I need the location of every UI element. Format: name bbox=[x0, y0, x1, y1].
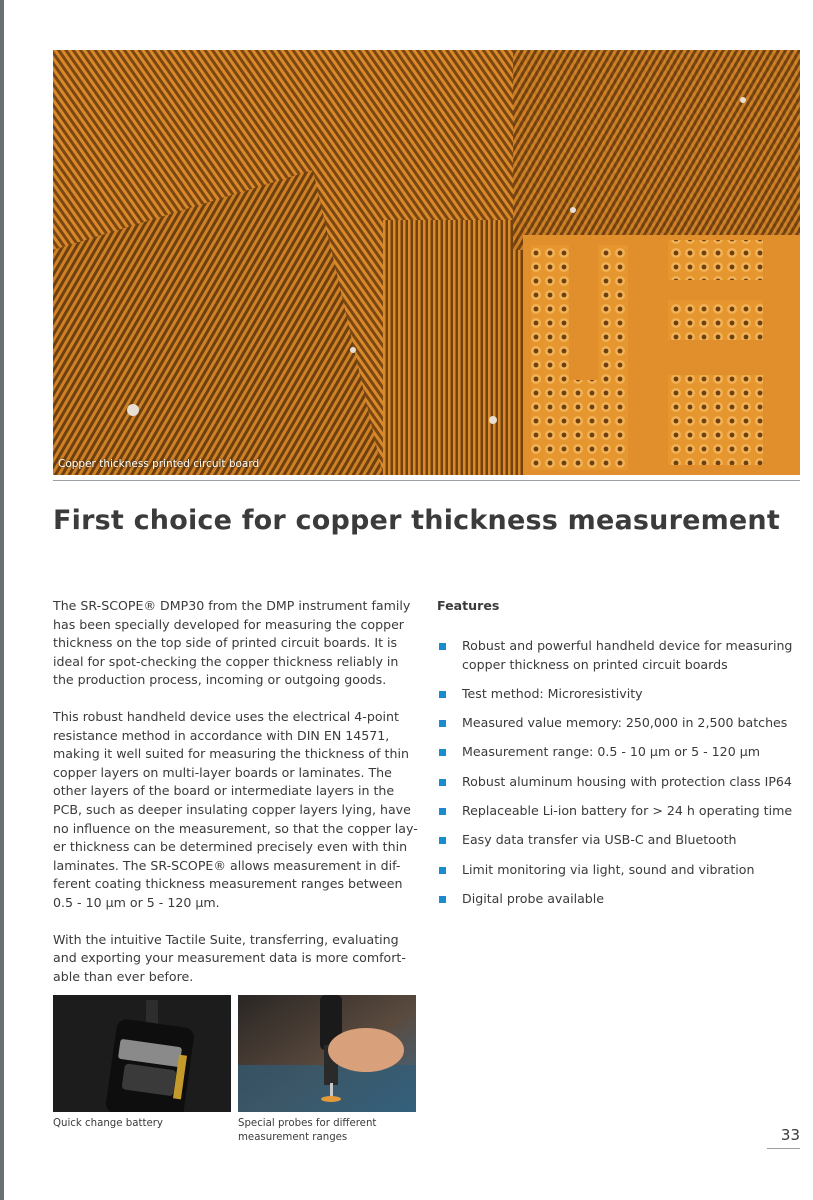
feature-item bbox=[437, 890, 807, 909]
square-bullet-icon bbox=[439, 749, 446, 756]
feature-text bbox=[462, 743, 807, 762]
feature-item bbox=[437, 685, 807, 704]
feature-text-line: Robust aluminum housing with protection class IP64 bbox=[462, 773, 792, 789]
features-list bbox=[437, 637, 807, 908]
text-line: 0.5 - 10 µm or 5 - 120 µm. bbox=[53, 894, 220, 910]
text-line: and exporting your measurement data is more comfort- bbox=[53, 950, 406, 966]
feature-item bbox=[437, 637, 807, 674]
text-line: making it well suited for measuring the thickness of thin bbox=[53, 746, 409, 762]
caption-line: Quick change battery bbox=[53, 1118, 163, 1129]
pcb-illustration bbox=[53, 50, 800, 475]
text-line: This robust handheld device uses the electrical 4-point bbox=[53, 708, 399, 724]
feature-text-line: Replaceable Li-ion battery for > 24 h operating time bbox=[462, 802, 793, 818]
page-edge-strip bbox=[0, 0, 4, 1200]
feature-text-line: Measurement range: 0.5 - 10 µm or 5 - 120 µm bbox=[462, 744, 760, 760]
feature-text-line: Easy data transfer via USB-C and Bluetooth bbox=[462, 832, 737, 848]
square-bullet-icon bbox=[439, 867, 446, 874]
feature-item bbox=[437, 714, 807, 733]
page-number-underline bbox=[767, 1148, 800, 1149]
text-line: able than ever before. bbox=[53, 968, 194, 984]
feature-text bbox=[462, 685, 807, 704]
square-bullet-icon bbox=[439, 896, 446, 903]
feature-text bbox=[462, 802, 807, 821]
feature-text-line: copper thickness on printed circuit boards bbox=[462, 656, 728, 672]
battery-device-illustration bbox=[53, 995, 231, 1112]
square-bullet-icon bbox=[439, 837, 446, 844]
page-title: First choice for copper thickness measurement bbox=[53, 505, 780, 536]
intro-paragraph-2 bbox=[53, 708, 419, 913]
feature-item bbox=[437, 743, 807, 762]
features-column bbox=[437, 598, 807, 919]
probe-illustration bbox=[238, 995, 416, 1112]
feature-text-line: Digital probe available bbox=[462, 890, 605, 906]
feature-text-line: Measured value memory: 250,000 in 2,500 batches bbox=[462, 715, 788, 731]
feature-text bbox=[462, 714, 807, 733]
square-bullet-icon bbox=[439, 691, 446, 698]
feature-text bbox=[462, 831, 807, 850]
feature-item bbox=[437, 802, 807, 821]
text-line: thickness on the top side of printed circuit boards. It is bbox=[53, 635, 398, 651]
text-line: ferent coating thickness measurement ranges between bbox=[53, 876, 403, 892]
square-bullet-icon bbox=[439, 808, 446, 815]
caption-line: measurement ranges bbox=[238, 1132, 348, 1143]
text-line: PCB, such as deeper insulating copper layers lying, have bbox=[53, 801, 411, 817]
hero-divider bbox=[53, 480, 800, 481]
intro-paragraph-1 bbox=[53, 597, 419, 690]
feature-text-line: Test method: Microresistivity bbox=[462, 685, 643, 701]
intro-column bbox=[53, 597, 419, 1004]
intro-paragraph-3 bbox=[53, 931, 419, 987]
feature-text bbox=[462, 890, 807, 909]
text-line: copper layers on multi-layer boards or laminates. The bbox=[53, 764, 392, 780]
probe-image bbox=[238, 995, 416, 1112]
square-bullet-icon bbox=[439, 643, 446, 650]
feature-text bbox=[462, 773, 807, 792]
text-line: has been specially developed for measuring the copper bbox=[53, 616, 404, 632]
feature-item bbox=[437, 773, 807, 792]
text-line: ideal for spot-checking the copper thickness reliably in bbox=[53, 653, 399, 669]
features-heading: Features bbox=[437, 598, 500, 613]
feature-text bbox=[462, 637, 807, 674]
feature-item bbox=[437, 831, 807, 850]
hero-caption: Copper thickness printed circuit board bbox=[58, 458, 260, 470]
text-line: the production process, incoming or outgoing goods. bbox=[53, 672, 387, 688]
text-line: laminates. The SR-SCOPE® allows measurement in dif- bbox=[53, 857, 401, 873]
text-line: With the intuitive Tactile Suite, transferring, evaluating bbox=[53, 931, 399, 947]
text-line: The SR-SCOPE® DMP30 from the DMP instrument family bbox=[53, 598, 411, 613]
probes-caption bbox=[238, 1117, 376, 1145]
battery-caption bbox=[53, 1117, 163, 1131]
text-line: other layers of the board or intermediate layers in the bbox=[53, 783, 395, 799]
text-line: no influence on the measurement, so that the copper lay- bbox=[53, 820, 418, 836]
feature-text bbox=[462, 861, 807, 880]
feature-text-line: Limit monitoring via light, sound and vibration bbox=[462, 861, 755, 877]
page-number: 33 bbox=[780, 1126, 800, 1144]
caption-line: Special probes for different bbox=[238, 1118, 377, 1129]
square-bullet-icon bbox=[439, 720, 446, 727]
feature-text-line: Robust and powerful handheld device for measuring bbox=[462, 638, 793, 653]
feature-item bbox=[437, 861, 807, 880]
text-line: er thickness can be determined precisely even with thin bbox=[53, 839, 408, 855]
text-line: resistance method in accordance with DIN EN 14571, bbox=[53, 727, 390, 743]
battery-device-image bbox=[53, 995, 231, 1112]
square-bullet-icon bbox=[439, 779, 446, 786]
hero-pcb-image bbox=[53, 50, 800, 475]
